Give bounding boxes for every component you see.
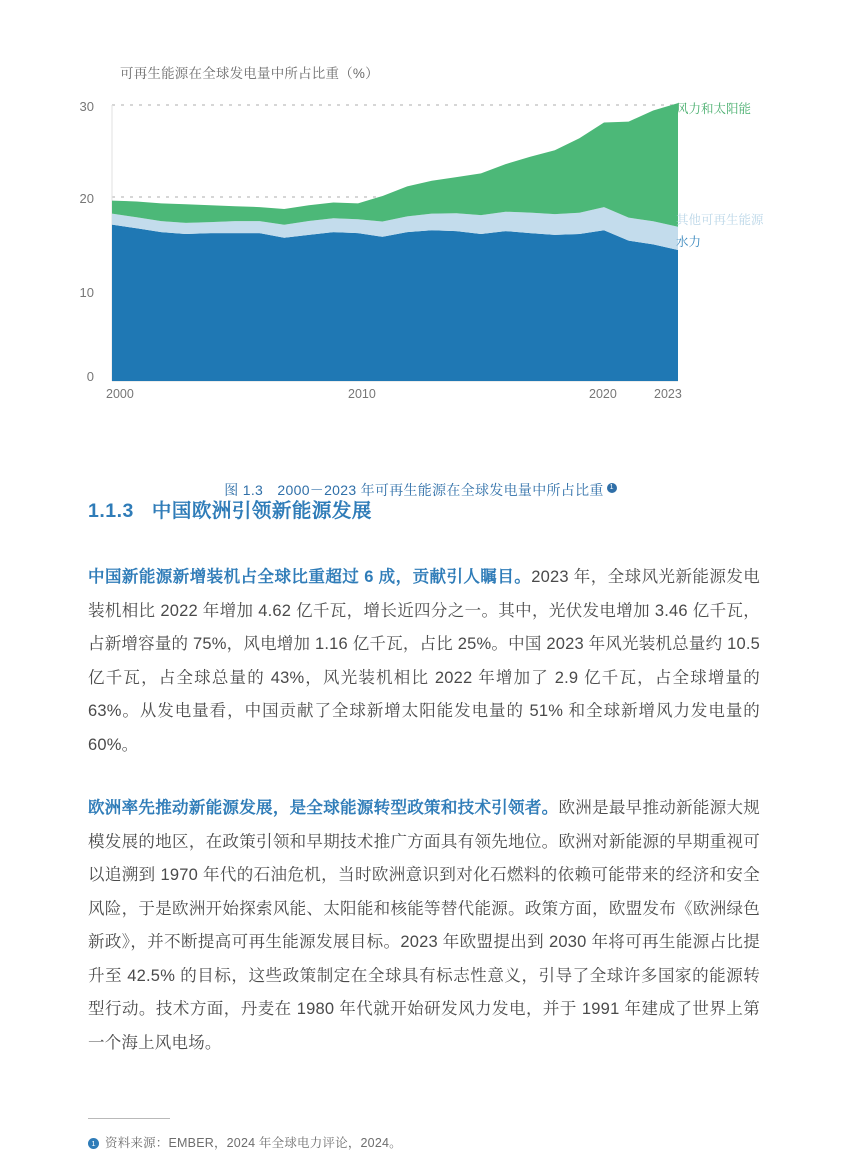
area-wind-solar [112,103,678,227]
y-tick-0: 0 [86,369,94,384]
figure-footnote-marker: 1 [607,483,617,493]
x-tick-2020: 2020 [589,387,617,401]
series-label-other-renewables: 其他可再生能源 [676,213,764,227]
y-tick-10: 10 [79,285,94,300]
y-tick-20: 20 [79,191,94,206]
section-heading [88,495,760,523]
area-hydro [112,225,678,381]
x-tick-2023: 2023 [654,387,682,401]
footnote-source-text: 资料来源：EMBER，2024 年全球电力评论，2024。 [105,1136,402,1150]
section-heading-number: 1.1.3 [88,500,134,522]
paragraph-2 [88,792,760,1060]
series-label-hydro: 水力 [676,235,702,249]
paragraph-2-body: 欧洲是最早推动新能源大规模发展的地区，在政策引领和早期技术推广方面具有领先地位。欧洲对新能源的早期重视可以追溯到 1970 年代的石油危机，当时欧洲意识到对化石燃料的依赖可能带来的经济和安全风险，于是欧洲开始探索风能、太阳能和核能等替代能源。政策方面，欧盟发布《欧洲绿色新政》，并不断提高可再生能源发展目标。2023 年欧盟提出到 2030 年将可再生能源占比提升至 42.5% 的目标，这些政策制定在全球具有标志性意义，引导了全球许多国家的能源转型行动。技术方面，丹麦在 1980 年代就开始研发风力发电，并于 1991 年建成了世界上第一个海上风电场。 [88,799,760,1052]
y-tick-30: 30 [79,99,94,114]
footnote-marker: 1 [88,1138,99,1149]
article-content [88,495,760,1090]
x-tick-2010: 2010 [348,387,376,401]
figure-caption-text: 图 1.3 2000－2023 年可再生能源在全球发电量中所占比重 [224,482,604,498]
x-tick-2000: 2000 [106,387,134,401]
figure-1-3 [0,62,841,498]
footnote [88,1133,760,1151]
paragraph-1-body: 2023 年，全球风光新能源发电装机相比 2022 年增加 4.62 亿千瓦，增长近四分之一。其中，光伏发电增加 3.46 亿千瓦，占新增容量的 75%，风电增加 1.16 亿千瓦，占比 25%。中国 2023 年风光装机总量约 10.5 亿千瓦，占全球总量的 43%，风光装机相比 2022 年增加了 2.9 亿千瓦，占全球增量的 63%。从发电量看，中国贡献了全球新增太阳能发电量的 51% 和全球新增风力发电量的 60%。 [88,568,760,754]
chart-plot-area [79,91,798,401]
series-label-wind-solar: 风力和太阳能 [676,102,752,116]
paragraph-1-lead: 中国新能源新增装机占全球比重超过 6 成，贡献引人瞩目。 [88,568,532,586]
paragraph-1 [88,561,760,762]
chart-axis-title: 可再生能源在全球发电量中所占比重（%） [120,66,379,81]
footnote-area [88,1118,760,1151]
paragraph-2-lead: 欧洲率先推动新能源发展，是全球能源转型政策和技术引领者。 [88,799,559,817]
footnote-divider [88,1118,170,1119]
section-heading-title: 中国欧洲引领新能源发展 [151,500,372,522]
